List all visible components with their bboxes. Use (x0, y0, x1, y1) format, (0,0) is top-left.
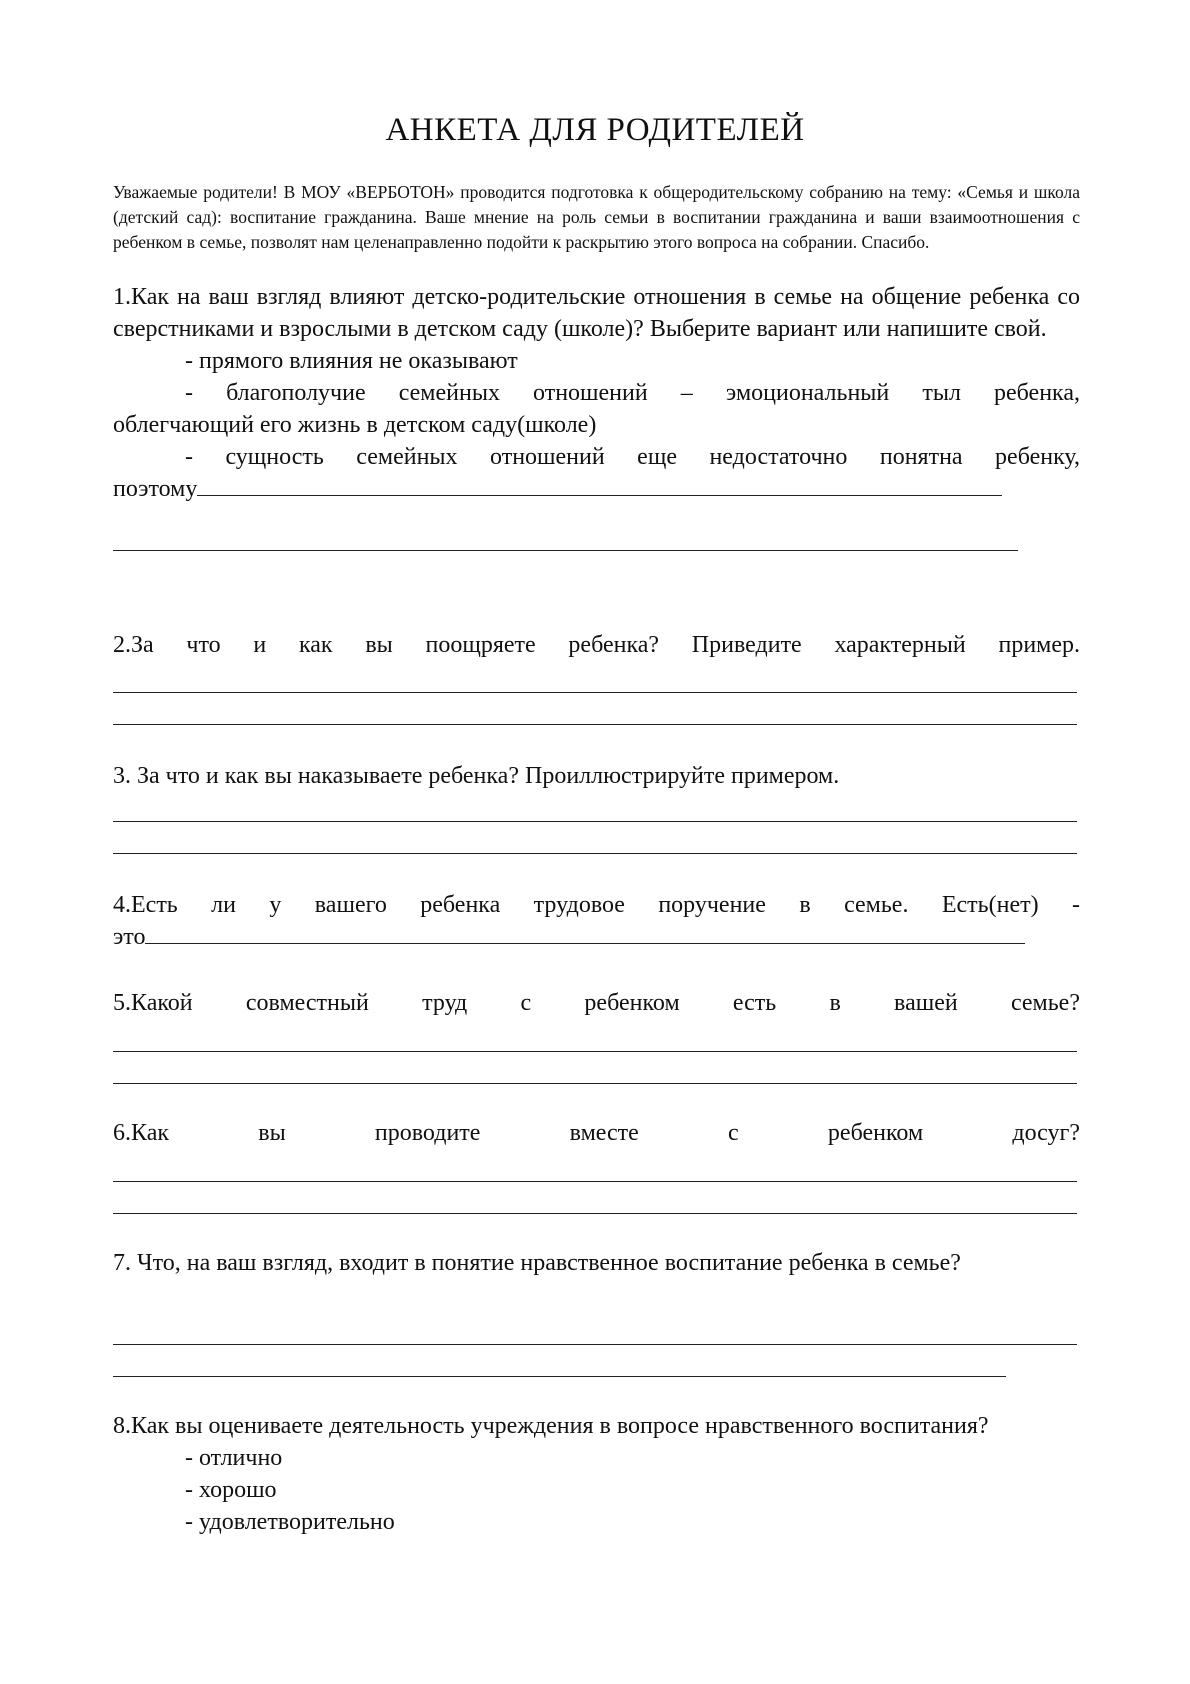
question-5-text: 5.Какой совместный труд с ребенком есть в вашей семье? (113, 990, 1080, 1016)
answer-line-6a[interactable] (113, 1181, 1077, 1182)
answer-line-2b[interactable] (113, 724, 1077, 725)
question-7-text: 7. Что, на ваш взгляд, входит в понятие нравственное воспитание ребенка в семье? (113, 1250, 961, 1276)
answer-line-5b[interactable] (113, 1083, 1077, 1084)
answer-line-1b[interactable] (113, 550, 1018, 551)
question-4-answer-row (113, 921, 1080, 953)
answer-line-6b[interactable] (113, 1213, 1077, 1214)
answer-line-7b[interactable] (113, 1376, 1006, 1377)
answer-line-4[interactable] (145, 923, 1025, 944)
answer-line-5a[interactable] (113, 1051, 1077, 1052)
question-1-option-1: - прямого влияния не оказывают (185, 348, 518, 374)
question-8-text: 8.Как вы оцениваете деятельность учреждения в вопросе нравственного воспитания? (113, 1413, 989, 1439)
question-1-option-2-cont: облегчающий его жизнь в детском саду(школе) (113, 412, 597, 438)
question-1-option-2: - благополучие семейных отношений – эмоциональный тыл ребенка, (185, 380, 1080, 406)
question-8 (113, 1410, 1013, 1538)
question-4 (113, 889, 1080, 953)
question-1-text: 1.Как на ваш взгляд влияют детско-родительские отношения в семье на общение ребенка со сверстниками и взрослыми в детском саду (школе)? Выберите вариант или напишите свой. (113, 284, 1080, 342)
answer-line-3a[interactable] (113, 821, 1077, 822)
answer-line-2a[interactable] (113, 692, 1077, 693)
question-3-text: 3. За что и как вы наказываете ребенка? Проиллюстрируйте примером. (113, 763, 840, 789)
page-title: АНКЕТА ДЛЯ РОДИТЕЛЕЙ (385, 112, 805, 148)
intro-paragraph: Уважаемые родители! В МОУ «ВЕРБОТОН» проводится подготовка к общеродительскому собранию на тему: «Семья и школа (детский сад): воспитание гражданина. Ваше мнение на роль семьи в воспитании гражданина и ваши взаимоотношения с ребенком в семье, позволят нам целенаправленно подойти к раскрытию этого вопроса на собрании. Спасибо. (113, 182, 1080, 252)
question-2-text: 2.За что и как вы поощряете ребенка? Приведите характерный пример. (113, 632, 1080, 658)
question-8-option-excellent[interactable]: - отлично (185, 1445, 283, 1471)
answer-line-7a[interactable] (113, 1344, 1077, 1345)
question-1-answer-row (113, 473, 1080, 505)
answer-line-3b[interactable] (113, 853, 1077, 854)
question-8-option-satisfactory[interactable]: - удовлетворительно (185, 1509, 395, 1535)
question-1-option-3-cont: поэтому (113, 476, 198, 502)
question-6-text: 6.Как вы проводите вместе с ребенком досуг? (113, 1120, 1080, 1146)
answer-line-1a[interactable] (197, 475, 1002, 496)
question-4-cont: это (113, 924, 146, 950)
question-4-text: 4.Есть ли у вашего ребенка трудовое поручение в семье. Есть(нет) - (113, 892, 1080, 918)
question-8-option-good[interactable]: - хорошо (185, 1477, 277, 1503)
question-1-option-3: - сущность семейных отношений еще недостаточно понятна ребенку, (185, 444, 1080, 470)
question-1 (113, 281, 1080, 505)
